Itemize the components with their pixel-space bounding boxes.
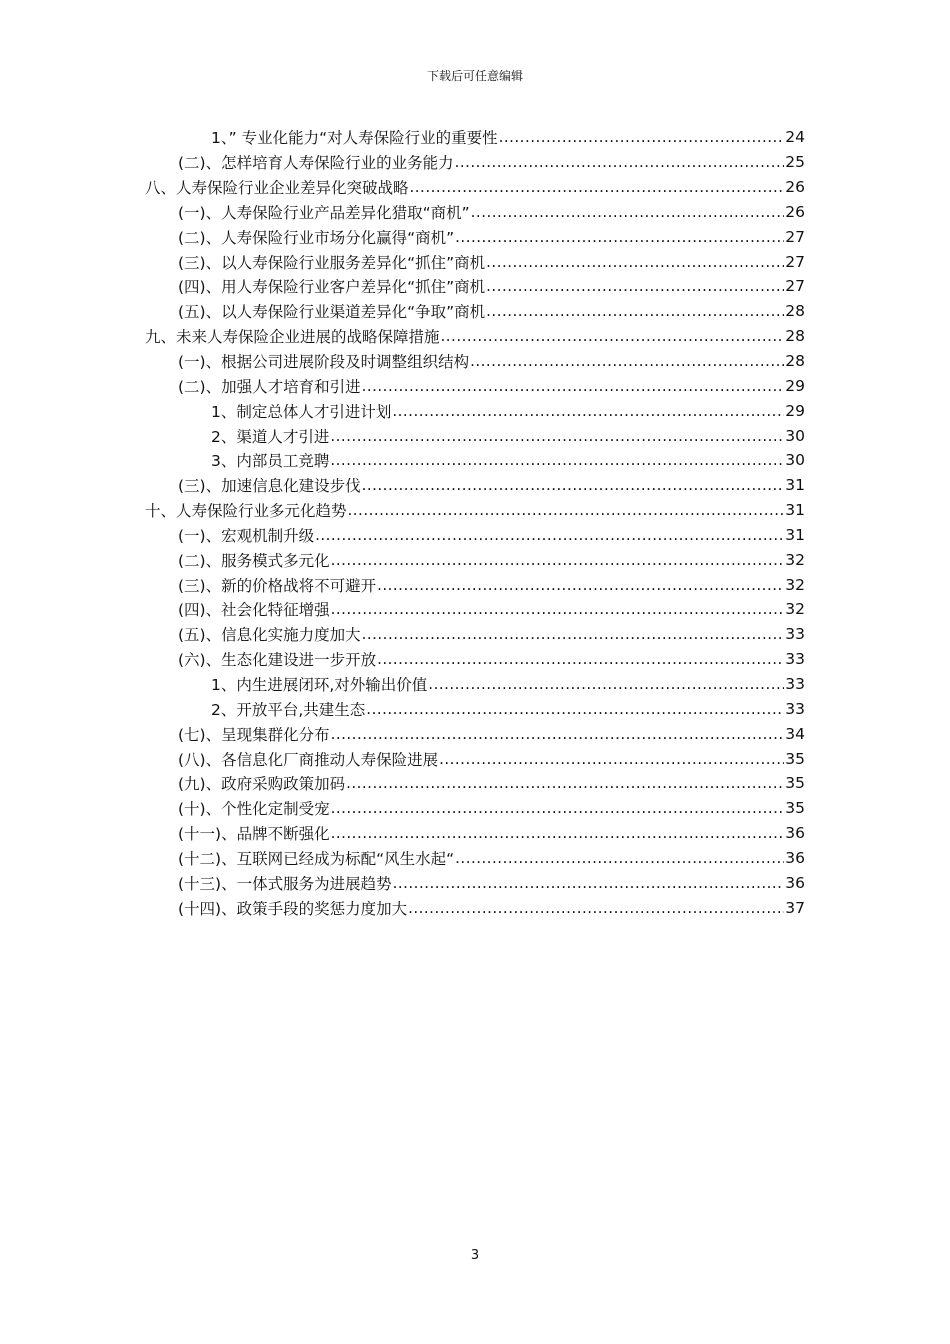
- toc-entry-page: 32: [785, 600, 805, 619]
- toc-entry-title: (二)、加强人才培育和引进: [178, 377, 361, 396]
- toc-entry-title: (六)、生态化建设进一步开放: [178, 651, 377, 670]
- toc-entry-page: 37: [785, 898, 805, 917]
- dot-leader: [408, 899, 784, 917]
- toc-entry-page: 32: [785, 575, 805, 594]
- toc-entry[interactable]: [0, 423, 950, 448]
- dot-leader: [377, 650, 784, 668]
- toc-entry-page: 34: [785, 724, 805, 743]
- dot-leader: [486, 253, 784, 271]
- dot-leader: [470, 352, 784, 370]
- dot-leader: [331, 600, 785, 618]
- toc-entry-page: 28: [785, 327, 805, 346]
- toc-entry-title: (三)、新的价格战将不可避开: [178, 576, 377, 595]
- toc-entry[interactable]: [0, 721, 950, 746]
- toc-entry[interactable]: [0, 647, 950, 672]
- dot-leader: [362, 377, 785, 395]
- dot-leader: [331, 799, 785, 817]
- toc-entry[interactable]: [0, 622, 950, 647]
- toc-entry-title: (四)、社会化特征增强: [178, 601, 330, 620]
- toc-entry[interactable]: [0, 224, 950, 249]
- toc-entry-page: 29: [785, 401, 805, 420]
- toc-entry-title: (七)、呈现集群化分布: [178, 725, 330, 744]
- dot-leader: [377, 576, 784, 594]
- toc-entry-page: 27: [785, 277, 805, 296]
- toc-entry[interactable]: [0, 274, 950, 299]
- toc-entry-title: (二)、人寿保险行业市场分化赢得“商机”: [178, 228, 455, 247]
- toc-entry-page: 25: [785, 153, 805, 172]
- toc-entry-title: 1、” 专业化能力“对人寿保险行业的重要性: [211, 129, 498, 148]
- dot-leader: [331, 551, 785, 569]
- toc-entry-page: 26: [785, 178, 805, 197]
- dot-leader: [455, 153, 785, 171]
- toc-entry-title: (九)、政府采购政策加码: [178, 775, 346, 794]
- toc-entry-title: 2、渠道人才引进: [211, 427, 330, 446]
- dot-leader: [441, 327, 785, 345]
- toc-entry-page: 33: [785, 650, 805, 669]
- toc-entry[interactable]: [0, 523, 950, 548]
- toc-entry[interactable]: [0, 597, 950, 622]
- dot-leader: [366, 700, 784, 718]
- toc-entry-title: (十二)、互联网已经成为标配“风生水起“: [178, 849, 455, 868]
- toc-entry-page: 30: [785, 426, 805, 445]
- toc-entry[interactable]: [0, 448, 950, 473]
- toc-entry[interactable]: [0, 200, 950, 225]
- toc-entry-page: 31: [785, 476, 805, 495]
- dot-leader: [486, 302, 784, 320]
- toc-entry-page: 32: [785, 550, 805, 569]
- dot-leader: [331, 725, 785, 743]
- toc-entry-page: 26: [785, 202, 805, 221]
- dot-leader: [410, 178, 785, 196]
- toc-entry-title: (一)、根据公司进展阶段及时调整组织结构: [178, 353, 470, 372]
- dot-leader: [439, 750, 784, 768]
- toc-entry[interactable]: [0, 125, 950, 150]
- dot-leader: [330, 427, 784, 445]
- toc-entry-page: 35: [785, 749, 805, 768]
- toc-entry-title: (五)、以人寿保险行业渠道差异化“争取”商机: [178, 303, 486, 322]
- toc-entry-page: 33: [785, 674, 805, 693]
- dot-leader: [455, 849, 784, 867]
- toc-entry[interactable]: [0, 547, 950, 572]
- toc-entry-page: 35: [785, 799, 805, 818]
- dot-leader: [330, 451, 784, 469]
- dot-leader: [346, 774, 784, 792]
- toc-entry-title: 2、开放平台,共建生态: [211, 700, 366, 719]
- toc-entry[interactable]: [0, 349, 950, 374]
- dot-leader: [486, 277, 784, 295]
- toc-entry-title: 八、人寿保险行业企业差异化突破战略: [145, 179, 409, 198]
- toc-entry[interactable]: [0, 672, 950, 697]
- toc-entry-title: (二)、服务模式多元化: [178, 551, 330, 570]
- page-header: 下载后可任意编辑: [426, 69, 523, 83]
- dot-leader: [348, 501, 785, 519]
- toc-entry-page: 36: [785, 824, 805, 843]
- toc-entry[interactable]: [0, 821, 950, 846]
- toc-entry-title: (三)、加速信息化建设步伐: [178, 477, 361, 496]
- toc-entry-title: 3、内部员工竞聘: [211, 452, 330, 471]
- toc-entry-page: 33: [785, 699, 805, 718]
- toc-entry-page: 28: [785, 302, 805, 321]
- toc-entry-title: (二)、怎样培育人寿保险行业的业务能力: [178, 154, 454, 173]
- toc-entry-title: (五)、信息化实施力度加大: [178, 626, 361, 645]
- toc-entry[interactable]: [0, 771, 950, 796]
- toc-entry-title: (十一)、品牌不断强化: [178, 825, 330, 844]
- toc-entry-page: 30: [785, 451, 805, 470]
- toc-entry-title: (一)、宏观机制升级: [178, 526, 315, 545]
- toc-entry-title: (十三)、一体式服务为进展趋势: [178, 874, 392, 893]
- toc-entry-page: 27: [785, 252, 805, 271]
- toc-entry[interactable]: [0, 870, 950, 895]
- toc-entry[interactable]: [0, 796, 950, 821]
- toc-entry-page: 33: [785, 625, 805, 644]
- dot-leader: [499, 128, 785, 146]
- dot-leader: [331, 824, 785, 842]
- toc-entry[interactable]: [0, 175, 950, 200]
- toc-entry-title: (十四)、政策手段的奖惩力度加大: [178, 899, 408, 918]
- dot-leader: [455, 228, 784, 246]
- toc-entry-page: 36: [785, 873, 805, 892]
- dot-leader: [392, 402, 784, 420]
- toc-entry-title: (八)、各信息化厂商推动人寿保险进展: [178, 750, 439, 769]
- toc-entry[interactable]: [0, 696, 950, 721]
- toc-entry-title: 1、内生进展闭环,对外输出价值: [211, 675, 428, 694]
- table-of-contents: [0, 125, 950, 920]
- dot-leader: [362, 625, 785, 643]
- page-number: 3: [470, 1248, 480, 1263]
- toc-entry[interactable]: [0, 572, 950, 597]
- toc-entry-title: (四)、用人寿保险行业客户差异化“抓住”商机: [178, 278, 486, 297]
- dot-leader: [393, 874, 785, 892]
- toc-entry[interactable]: [0, 324, 950, 349]
- dot-leader: [471, 203, 785, 221]
- toc-entry[interactable]: [0, 249, 950, 274]
- toc-entry[interactable]: [0, 473, 950, 498]
- toc-entry-page: 29: [785, 376, 805, 395]
- toc-entry-page: 24: [785, 128, 805, 147]
- toc-entry-title: 九、未来人寿保险企业进展的战略保障措施: [145, 328, 440, 347]
- toc-entry-title: (三)、以人寿保险行业服务差异化“抓住”商机: [178, 253, 486, 272]
- toc-entry-page: 27: [785, 227, 805, 246]
- toc-entry[interactable]: [0, 299, 950, 324]
- toc-entry-title: (十)、个性化定制受宠: [178, 800, 330, 819]
- toc-entry-page: 36: [785, 848, 805, 867]
- toc-entry-page: 31: [785, 501, 805, 520]
- toc-entry-title: 1、制定总体人才引进计划: [211, 402, 392, 421]
- toc-entry[interactable]: [0, 845, 950, 870]
- toc-entry-page: 28: [785, 352, 805, 371]
- toc-entry[interactable]: [0, 498, 950, 523]
- dot-leader: [428, 675, 784, 693]
- toc-entry-page: 31: [785, 525, 805, 544]
- dot-leader: [315, 526, 784, 544]
- toc-entry-title: 十、人寿保险行业多元化趋势: [145, 502, 347, 521]
- toc-entry[interactable]: [0, 373, 950, 398]
- toc-entry-title: (一)、人寿保险行业产品差异化猎取“商机”: [178, 203, 470, 222]
- toc-entry-page: 35: [785, 774, 805, 793]
- toc-entry[interactable]: [0, 398, 950, 423]
- toc-entry[interactable]: [0, 746, 950, 771]
- toc-entry[interactable]: [0, 895, 950, 920]
- dot-leader: [362, 476, 785, 494]
- toc-entry[interactable]: [0, 150, 950, 175]
